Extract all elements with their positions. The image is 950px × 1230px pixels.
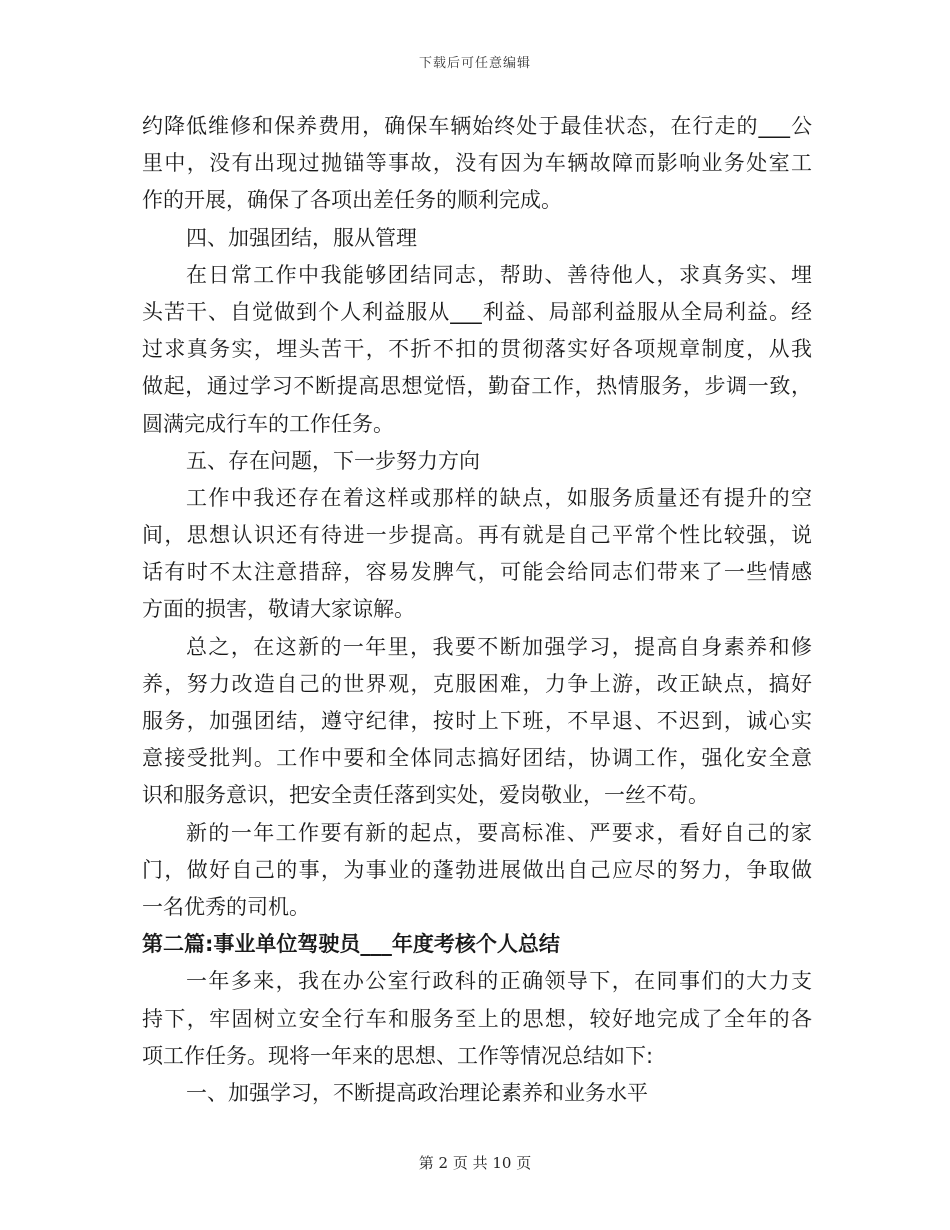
body-line: 总之，在这新的一年里，我要不断加强学习，提高自身素养和修 [186, 634, 812, 659]
section-heading: 四、加强团结，服从管理 [186, 225, 417, 250]
body-line: 意接受批判。工作中要和全体同志搞好团结，协调工作，强化安全意 [142, 746, 812, 771]
body-line: 养，努力改造自己的世界观，克服困难，力争上游，改正缺点，搞好 [142, 671, 812, 696]
body-line: 圆满完成行车的工作任务。 [142, 411, 394, 436]
body-line: 一年多来，我在办公室行政科的正确领导下，在同事们的大力支 [186, 969, 812, 994]
section-heading: 五、存在问题，下一步努力方向 [186, 448, 480, 473]
body-line: 工作中我还存在着这样或那样的缺点，如服务质量还有提升的空 [186, 485, 812, 510]
body-line: 头苦干、自觉做到个人利益服从___利益、局部利益服从全局利益。经 [142, 299, 812, 324]
body-line: 约降低维修和保养费用，确保车辆始终处于最佳状态，在行走的___公 [142, 114, 812, 138]
body-line: 作的开展，确保了各项出差任务的顺利完成。 [142, 188, 562, 213]
document-body [142, 108, 812, 1112]
body-line: 做起，通过学习不断提高思想觉悟，勤奋工作，热情服务，步调一致， [142, 374, 812, 399]
section-heading: 一、加强学习，不断提高政治理论素养和业务水平 [186, 1080, 648, 1105]
page-number-footer: 第 2 页 共 10 页 [418, 1154, 532, 1172]
body-line: 新的一年工作要有新的起点，要高标准、严要求，看好自己的家 [186, 820, 812, 845]
body-line: 话有时不太注意措辞，容易发脾气，可能会给同志们带来了一些情感 [142, 560, 812, 585]
part-title: 第二篇:事业单位驾驶员___年度考核个人总结 [142, 932, 560, 957]
body-line: 在日常工作中我能够团结同志，帮助、善待他人，求真务实、埋 [186, 262, 812, 287]
body-line: 识和服务意识，把安全责任落到实处，爱岗敬业，一丝不苟。 [142, 783, 709, 808]
body-line: 间，思想认识还有待进一步提高。再有就是自己平常个性比较强，说 [142, 523, 812, 548]
body-line: 一名优秀的司机。 [142, 894, 310, 919]
body-line: 持下，牢固树立安全行车和服务至上的思想，较好地完成了全年的各 [142, 1006, 812, 1031]
body-line: 过求真务实，埋头苦干，不折不扣的贯彻落实好各项规章制度，从我 [142, 337, 812, 362]
page-header-note: 下载后可任意编辑 [418, 56, 531, 71]
body-line: 方面的损害，敬请大家谅解。 [142, 597, 415, 622]
body-line: 门，做好自己的事，为事业的蓬勃进展做出自己应尽的努力，争取做 [142, 857, 812, 882]
body-line: 项工作任务。现将一年来的思想、工作等情况总结如下: [142, 1043, 654, 1068]
body-line: 服务，加强团结，遵守纪律，按时上下班，不早退、不迟到，诚心实 [142, 709, 812, 733]
body-line: 里中，没有出现过抛锚等事故，没有因为车辆故障而影响业务处室工 [142, 151, 812, 176]
